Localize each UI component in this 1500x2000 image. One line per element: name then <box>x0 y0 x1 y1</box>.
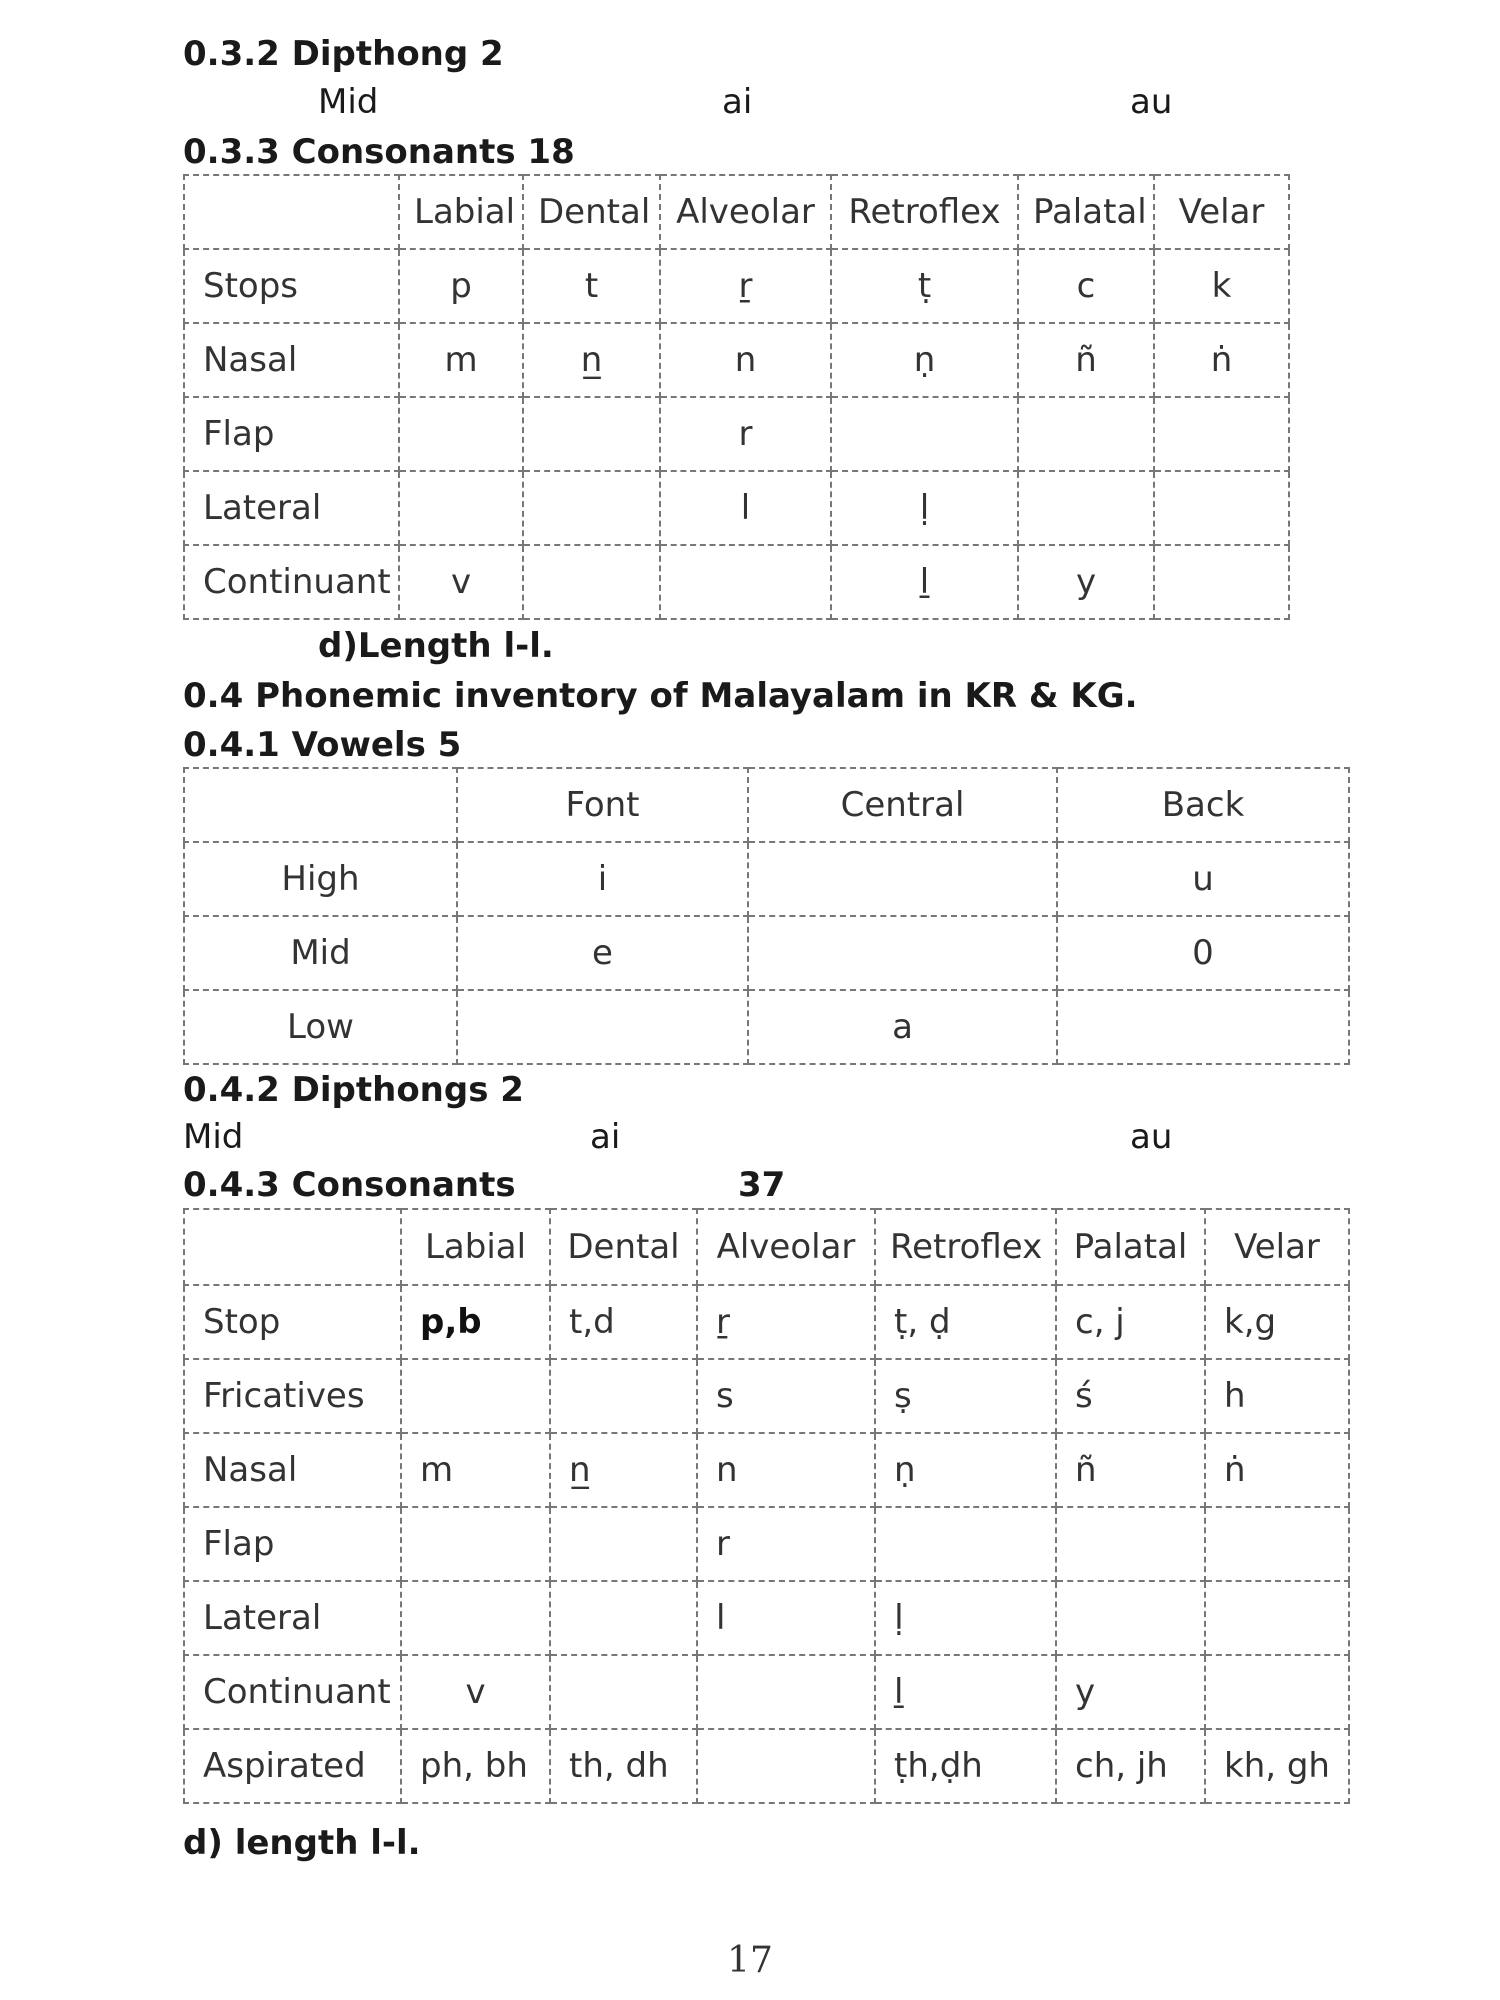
table-cell: k <box>1154 249 1289 323</box>
dipthong-au: au <box>1130 1117 1173 1157</box>
table-cell: ś <box>1056 1359 1205 1433</box>
section-heading-0-4-1: 0.4.1 Vowels 5 <box>183 725 462 765</box>
table-cell <box>697 1729 875 1803</box>
length-note-0-3-3: d)Length l-l. <box>318 626 554 666</box>
table-cell <box>550 1581 697 1655</box>
section-heading-0-4: 0.4 Phonemic inventory of Malayalam in KR & KG. <box>183 676 1138 716</box>
table-cell: l <box>660 471 831 545</box>
table-cell: ḷ <box>831 471 1018 545</box>
row-label: Nasal <box>184 323 399 397</box>
section-heading-0-3-3: 0.3.3 Consonants 18 <box>183 132 575 172</box>
header-cell: Palatal <box>1056 1209 1205 1285</box>
page-number: 17 <box>727 1940 773 1981</box>
table-cell: c, j <box>1056 1285 1205 1359</box>
row-label: Continuant <box>184 1655 401 1729</box>
table-cell: n <box>660 323 831 397</box>
header-cell: Retroflex <box>831 175 1018 249</box>
row-label: Nasal <box>184 1433 401 1507</box>
consonant-count: 37 <box>738 1165 786 1205</box>
table-cell: ṇ <box>875 1433 1056 1507</box>
table-cell <box>457 990 748 1064</box>
table-row <box>184 1581 1349 1655</box>
table-cell <box>523 545 660 619</box>
header-cell: Dental <box>523 175 660 249</box>
row-label: Lateral <box>184 471 399 545</box>
table-cell: m <box>399 323 523 397</box>
table-cell: h <box>1205 1359 1349 1433</box>
table-cell: ñ <box>1018 323 1154 397</box>
table-row <box>184 323 1289 397</box>
table-cell <box>1154 471 1289 545</box>
table-cell: t,d <box>550 1285 697 1359</box>
table-cell: 0 <box>1057 916 1349 990</box>
table-cell: a <box>748 990 1057 1064</box>
dipthong-row-label: Mid <box>183 1117 244 1157</box>
table-cell: ṭ, ḍ <box>875 1285 1056 1359</box>
table-cell: n <box>697 1433 875 1507</box>
table-row <box>184 1655 1349 1729</box>
header-cell: Dental <box>550 1209 697 1285</box>
table-cell: ch, jh <box>1056 1729 1205 1803</box>
table-cell <box>660 545 831 619</box>
table-cell: v <box>401 1655 550 1729</box>
table-cell <box>1056 1507 1205 1581</box>
table-row <box>184 1729 1349 1803</box>
header-cell: Retroflex <box>875 1209 1056 1285</box>
row-label: Low <box>184 990 457 1064</box>
table-cell <box>748 842 1057 916</box>
table-cell: ḻ <box>875 1655 1056 1729</box>
table-cell: k,g <box>1205 1285 1349 1359</box>
table-cell <box>1205 1581 1349 1655</box>
header-cell: Central <box>748 768 1057 842</box>
table-cell: th, dh <box>550 1729 697 1803</box>
table-cell: i <box>457 842 748 916</box>
row-label: Fricatives <box>184 1359 401 1433</box>
table-cell <box>1018 471 1154 545</box>
table-cell <box>399 471 523 545</box>
table-header-row <box>184 1209 1349 1285</box>
table-row <box>184 842 1349 916</box>
table-cell: r <box>660 397 831 471</box>
table-cell <box>523 397 660 471</box>
table-cell: c <box>1018 249 1154 323</box>
table-row <box>184 916 1349 990</box>
table-cell: ṟ <box>697 1285 875 1359</box>
header-cell: Labial <box>401 1209 550 1285</box>
table-cell: ṅ <box>1205 1433 1349 1507</box>
dipthong-row-label: Mid <box>318 82 379 122</box>
table-cell <box>875 1507 1056 1581</box>
table-cell: y <box>1018 545 1154 619</box>
row-label: Mid <box>184 916 457 990</box>
dipthong-ai: ai <box>590 1117 621 1157</box>
table-cell: ḻ <box>831 545 1018 619</box>
table-cell: t <box>523 249 660 323</box>
table-cell <box>831 397 1018 471</box>
table-cell: ṇ <box>831 323 1018 397</box>
header-cell: Back <box>1057 768 1349 842</box>
table-cell: y <box>1056 1655 1205 1729</box>
section-heading-0-3-2: 0.3.2 Dipthong 2 <box>183 34 504 74</box>
table-cell: v <box>399 545 523 619</box>
table-row <box>184 1285 1349 1359</box>
table-row <box>184 249 1289 323</box>
table-cell <box>399 397 523 471</box>
table-cell: ṟ <box>660 249 831 323</box>
table-cell: s <box>697 1359 875 1433</box>
table-cell: ñ <box>1056 1433 1205 1507</box>
table-cell: ṭh,ḍh <box>875 1729 1056 1803</box>
table-row <box>184 397 1289 471</box>
table-cell <box>1154 397 1289 471</box>
vowel-table-0-4-1 <box>183 767 1350 1065</box>
table-cell: ph, bh <box>401 1729 550 1803</box>
row-label: Stops <box>184 249 399 323</box>
row-label: High <box>184 842 457 916</box>
consonant-table-0-4-3 <box>183 1208 1350 1804</box>
table-cell: n̲ <box>523 323 660 397</box>
header-cell: Velar <box>1154 175 1289 249</box>
table-cell <box>1056 1581 1205 1655</box>
length-note-0-4-3: d) length l-l. <box>183 1823 421 1863</box>
table-cell <box>1205 1655 1349 1729</box>
header-cell: Palatal <box>1018 175 1154 249</box>
table-row <box>184 545 1289 619</box>
table-cell: ṣ <box>875 1359 1056 1433</box>
section-heading-0-4-2: 0.4.2 Dipthongs 2 <box>183 1070 524 1110</box>
table-cell <box>1205 1507 1349 1581</box>
table-row <box>184 1433 1349 1507</box>
header-cell <box>184 1209 401 1285</box>
header-cell: Labial <box>399 175 523 249</box>
dipthong-au: au <box>1130 82 1173 122</box>
table-cell: e <box>457 916 748 990</box>
table-cell <box>523 471 660 545</box>
row-label: Lateral <box>184 1581 401 1655</box>
table-cell <box>401 1507 550 1581</box>
table-row <box>184 471 1289 545</box>
table-cell <box>1018 397 1154 471</box>
header-cell: Alveolar <box>697 1209 875 1285</box>
table-cell: n̲ <box>550 1433 697 1507</box>
table-row <box>184 990 1349 1064</box>
table-cell <box>1057 990 1349 1064</box>
row-label: Stop <box>184 1285 401 1359</box>
table-cell <box>401 1581 550 1655</box>
row-label: Flap <box>184 397 399 471</box>
section-heading-0-4-3: 0.4.3 Consonants <box>183 1165 516 1205</box>
table-cell: l <box>697 1581 875 1655</box>
table-header-row <box>184 175 1289 249</box>
table-cell <box>1154 545 1289 619</box>
header-cell <box>184 175 399 249</box>
table-cell: p <box>399 249 523 323</box>
table-row <box>184 1507 1349 1581</box>
table-cell <box>697 1655 875 1729</box>
row-label: Flap <box>184 1507 401 1581</box>
table-header-row <box>184 768 1349 842</box>
table-cell: r <box>697 1507 875 1581</box>
table-cell: kh, gh <box>1205 1729 1349 1803</box>
table-row <box>184 1359 1349 1433</box>
table-cell: ḷ <box>875 1581 1056 1655</box>
header-cell <box>184 768 457 842</box>
table-cell <box>550 1655 697 1729</box>
table-cell <box>748 916 1057 990</box>
header-cell: Velar <box>1205 1209 1349 1285</box>
table-cell: ṭ <box>831 249 1018 323</box>
table-cell: p,b <box>401 1285 550 1359</box>
table-cell: u <box>1057 842 1349 916</box>
table-cell <box>550 1507 697 1581</box>
table-cell: m <box>401 1433 550 1507</box>
header-cell: Font <box>457 768 748 842</box>
table-cell <box>550 1359 697 1433</box>
row-label: Continuant <box>184 545 399 619</box>
consonant-table-0-3-3 <box>183 174 1290 620</box>
header-cell: Alveolar <box>660 175 831 249</box>
table-cell: ṅ <box>1154 323 1289 397</box>
dipthong-ai: ai <box>722 82 753 122</box>
table-cell <box>401 1359 550 1433</box>
row-label: Aspirated <box>184 1729 401 1803</box>
